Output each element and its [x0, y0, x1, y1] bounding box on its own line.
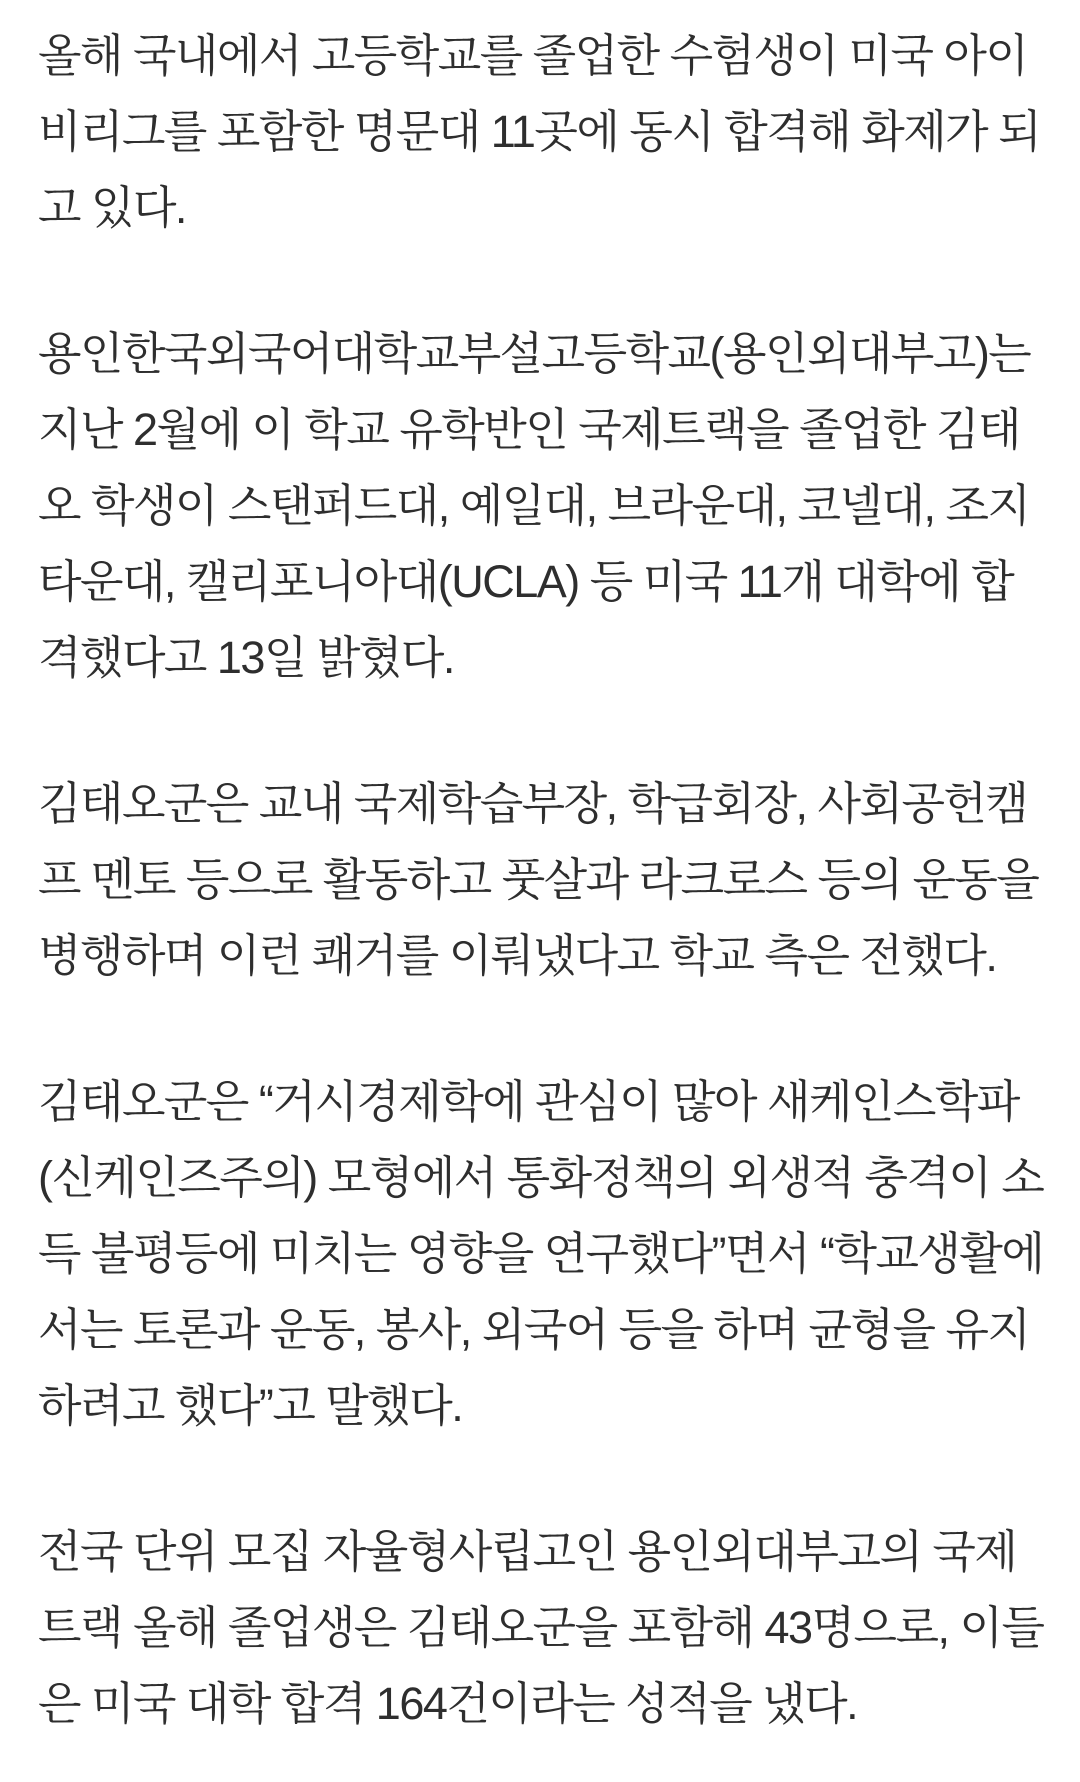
article-paragraph-3: 김태오군은 교내 국제학습부장, 학급회장, 사회공헌캠프 멘토 등으로 활동하고 풋살과 라크로스 등의 운동을 병행하며 이런 쾌거를 이뤄냈다고 학교 측은 전했다.	[38, 778, 1039, 981]
article-paragraph-5: 전국 단위 모집 자율형사립고인 용인외대부고의 국제트랙 올해 졸업생은 김태오군을 포함해 43명으로, 이들은 미국 대학 합격 164건이라는 성적을 냈다.	[38, 1526, 1044, 1729]
article-paragraph-1: 올해 국내에서 고등학교를 졸업한 수험생이 미국 아이비리그를 포함한 명문대 11곳에 동시 합격해 화제가 되고 있다.	[38, 30, 1041, 233]
article-paragraph-4: 김태오군은 “거시경제학에 관심이 많아 새케인스학파(신케인즈주의) 모형에서 통화정책의 외생적 충격이 소득 불평등에 미치는 영향을 연구했다”면서 “학교생활에서는 토론과 운동, 봉사, 외국어 등을 하며 균형을 유지하려고 했다”고 말했다.	[38, 1076, 1044, 1431]
article-paragraph-2: 용인한국외국어대학교부설고등학교(용인외대부고)는 지난 2월에 이 학교 유학반인 국제트랙을 졸업한 김태오 학생이 스탠퍼드대, 예일대, 브라운대, 코넬대, 조지타운대, 캘리포니아대(UCLA) 등 미국 11개 대학에 합격했다고 13일 밝혔다.	[38, 328, 1031, 683]
